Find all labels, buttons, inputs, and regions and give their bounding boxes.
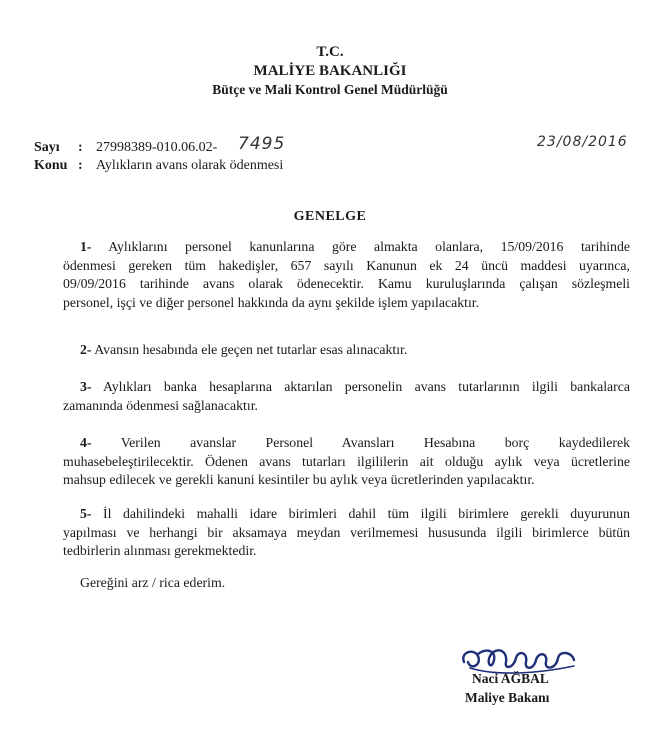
paragraph-line: tedbirlerin alınması gerekmektedir.	[63, 543, 257, 558]
header-ministry: MALİYE BAKANLIĞI	[253, 63, 407, 79]
paragraph-line: 5- İl dahilindeki mahalli idare birimleri dahil tüm ilgili birimlere gerekli duyurunun	[80, 506, 630, 521]
paragraph-number: 4-	[80, 435, 92, 450]
closing-text: Gereğini arz / rica ederim.	[80, 575, 226, 590]
paragraph-line: 09/09/2016 tarihinde avans olarak ödenecektir. Kamu kuruluşlarında çalışan sözleşmeli	[63, 276, 630, 291]
sayi-colon: :	[78, 140, 83, 155]
document-title: GENELGE	[293, 209, 367, 224]
paragraph-line: mahsup edilecek ve gerekli kanuni kesintiler bu aylık veya ücretlerinden yapılacaktır.	[63, 472, 535, 487]
sayi-label: Sayı	[34, 140, 60, 155]
paragraph-4	[63, 434, 630, 490]
sayi-handwritten-number: 7495	[238, 134, 286, 154]
paragraph-line: 1- Aylıklarını personel kanunlarına göre almakta olanlara, 15/09/2016 tarihinde	[80, 239, 630, 254]
paragraph-line: zamanında ödenmesi sağlanacaktır.	[63, 397, 258, 413]
paragraph-line: personel, işçi ve diğer personel hakkında da aynı şekilde işlem yapılacaktır.	[63, 294, 480, 310]
konu-label: Konu	[34, 158, 68, 173]
paragraph-line: muhasebeleştirilecektir. Ödenen avans tutarları ilgililerin ait olduğu aylık veya ücretlerine	[63, 453, 630, 469]
header-tc: T.C.	[316, 44, 344, 60]
header-directorate: Bütçe ve Mali Kontrol Genel Müdürlüğü	[212, 82, 448, 97]
konu-value: Aylıkların avans olarak ödenmesi	[96, 158, 284, 173]
paragraph-number: 5-	[80, 506, 92, 521]
paragraph-line: yapılması ve herhangi bir aksamaya meydan verilmemesi hususunda ilgili birimlerce bütün	[63, 524, 630, 540]
paragraph-number: 2-	[80, 342, 92, 357]
paragraph-line: ödenmesi gereken tüm hakedişler, 657 sayılı Kanunun ek 24 üncü maddesi uyarınca,	[63, 257, 630, 273]
paragraph-line: 4- Verilen avanslar Personel Avansları Hesabına borç kaydedilerek	[80, 435, 630, 450]
konu-colon: :	[78, 158, 83, 173]
paragraph-5	[63, 505, 630, 561]
signatory-name: Naci AĞBAL	[472, 671, 549, 686]
paragraph-3	[63, 378, 630, 415]
signatory-title: Maliye Bakanı	[465, 690, 550, 705]
paragraph-line: 3- Aylıkları banka hesaplarına aktarılan personelin avans tutarlarının ilgili bankalarca	[80, 379, 630, 394]
paragraph-number: 3-	[80, 379, 92, 394]
paragraph-number: 1-	[80, 239, 92, 254]
paragraph-2	[63, 341, 630, 360]
date-handwritten: 23/08/2016	[537, 134, 628, 150]
paragraph-line: 2- Avansın hesabında ele geçen net tutarlar esas alınacaktır.	[80, 342, 408, 357]
sayi-value: 27998389-010.06.02-	[96, 140, 218, 155]
paragraph-1	[63, 238, 630, 312]
